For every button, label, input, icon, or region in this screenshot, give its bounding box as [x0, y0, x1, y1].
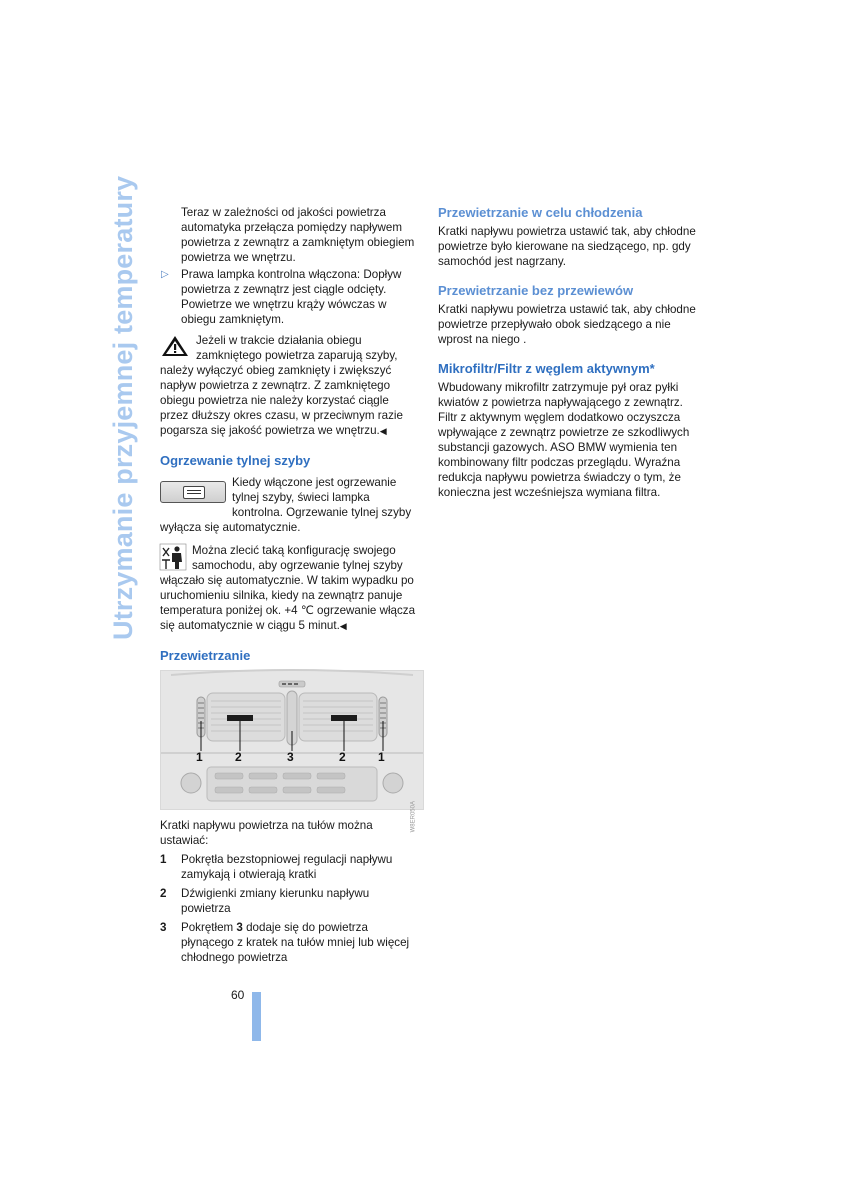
warning-text: Jeżeli w trakcie działania obiegu zamkniętego powietrza zaparują szyby, należy wyłączyć obieg zamknięty i zwiększyć napływ powietrza z zewnątrz. Z zamkniętego obiegu powietrza nie należy korzystać ciągle przez dłuższy okres czasu, w przeciwnym razie pogarsza się jakość powietrza we wnętrzu. [160, 334, 403, 437]
cooling-paragraph: Kratki napływu powietrza ustawić tak, aby chłodne powietrze było kierowane na siedzącego, np. gdy samochód jest nagrzany. [438, 225, 696, 268]
left-column [160, 205, 417, 965]
numbered-list [160, 852, 417, 965]
heading-rear-window-heating: Ogrzewanie tylnej szyby [160, 453, 311, 468]
list-number: 3 [160, 921, 167, 934]
workshop-text: Można zlecić taką konfigurację swojego samochodu, aby ogrzewanie tylnej szyby włączało się automatycznie. W takim wypadku po uruchomieniu silnika, kiedy na zewnątrz panuje temperatura poniżej ok. +4 ℃ ogrzewanie włącza się automatycznie w ciągu 5 minut. [160, 544, 416, 632]
warning-note [160, 333, 417, 439]
intro-paragraph: Teraz w zależności od jakości powietrza automatyka przełącza pomiędzy napływem powietrza z zewnątrz a zamkniętym obiegiem powietrza we wnętrzu. [181, 206, 415, 264]
end-mark-icon: ◀ [339, 621, 347, 631]
heading-cooling-ventilation: Przewietrzanie w celu chłodzenia [438, 205, 643, 220]
list-item [160, 852, 417, 882]
figure-label-3: 3 [287, 750, 294, 764]
heading-microfilter: Mikrofiltr/Filtr z węglem aktywnym* [438, 361, 655, 376]
rear-heating-section [160, 475, 417, 535]
list-number: 2 [160, 887, 167, 900]
chapter-side-title: Utrzymanie przyjemnej temperatury [108, 175, 138, 640]
list-text: Pokrętła bezstopniowej regulacji napływu zamykają i otwierają kratki [181, 853, 393, 881]
figure-label-2: 2 [235, 750, 242, 764]
heading-ventilation: Przewietrzanie [160, 648, 251, 663]
list-text-pre: Pokrętłem [181, 921, 237, 934]
filter-paragraph: Wbudowany mikrofiltr zatrzymuje pył oraz pyłki kwiatów z powietrza napływającego z zewnątrz. Filtr z aktywnym węglem dodatkowo oczyszcza wpływające z zewnątrz powietrze ze szkodliwych substancji gazowych. ASO BMW wymienia ten kombinowany filtr podczas przeglądu. Wyraźna redukcja napływu powietrza świadczy o tym, że konieczna jest wcześniejsza wymiana filtra. [438, 381, 690, 499]
list-item [160, 920, 417, 965]
workshop-note [160, 543, 417, 634]
dashboard-vents-drawing [161, 671, 423, 809]
end-mark-icon: ◀ [379, 426, 387, 436]
list-text-bold: 3 [236, 921, 243, 934]
workshop-mechanic-icon [160, 544, 186, 570]
list-text: Dźwigienki zmiany kierunku napływu powietrza [181, 887, 370, 915]
figure-label-1b: 1 [378, 750, 385, 764]
figure-label-2b: 2 [339, 750, 346, 764]
vent-paragraph: Kratki napływu powietrza na tułów można ustawiać: [160, 819, 373, 847]
figure-watermark: W8ER050A [410, 801, 416, 833]
figure-label-1: 1 [196, 750, 203, 764]
rear-window-heater-button-icon [160, 481, 226, 503]
draft-paragraph: Kratki napływu powietrza ustawić tak, aby chłodne powietrze przepływało obok siedzącego a nie wprost na niego . [438, 303, 696, 346]
heading-draft-free-ventilation: Przewietrzanie bez przewiewów [438, 283, 634, 298]
list-item [160, 886, 417, 916]
right-column [438, 205, 700, 500]
rear-heating-text: Kiedy włączone jest ogrzewanie tylnej szyby, świeci lampka kontrolna. Ogrzewanie tylnej szyby wyłącza się automatycznie. [160, 476, 412, 534]
list-text-post: dodaje się do powietrza płynącego z kratek na tułów mniej lub więcej chłodnego powietrza [181, 921, 410, 964]
page-marker-bar [252, 992, 261, 1041]
list-number: 1 [160, 853, 167, 866]
bullet-text: Prawa lampka kontrolna włączona: Dopływ powietrza z zewnątrz jest ciągle odcięty. Powietrze we wnętrzu krąży wówczas w obiegu zamkniętym. [181, 268, 402, 326]
warning-triangle-icon [160, 334, 190, 358]
bullet-triangle-icon: ▷ [161, 269, 169, 280]
page-number: 60 [231, 988, 245, 1002]
bullet-item [160, 267, 417, 327]
